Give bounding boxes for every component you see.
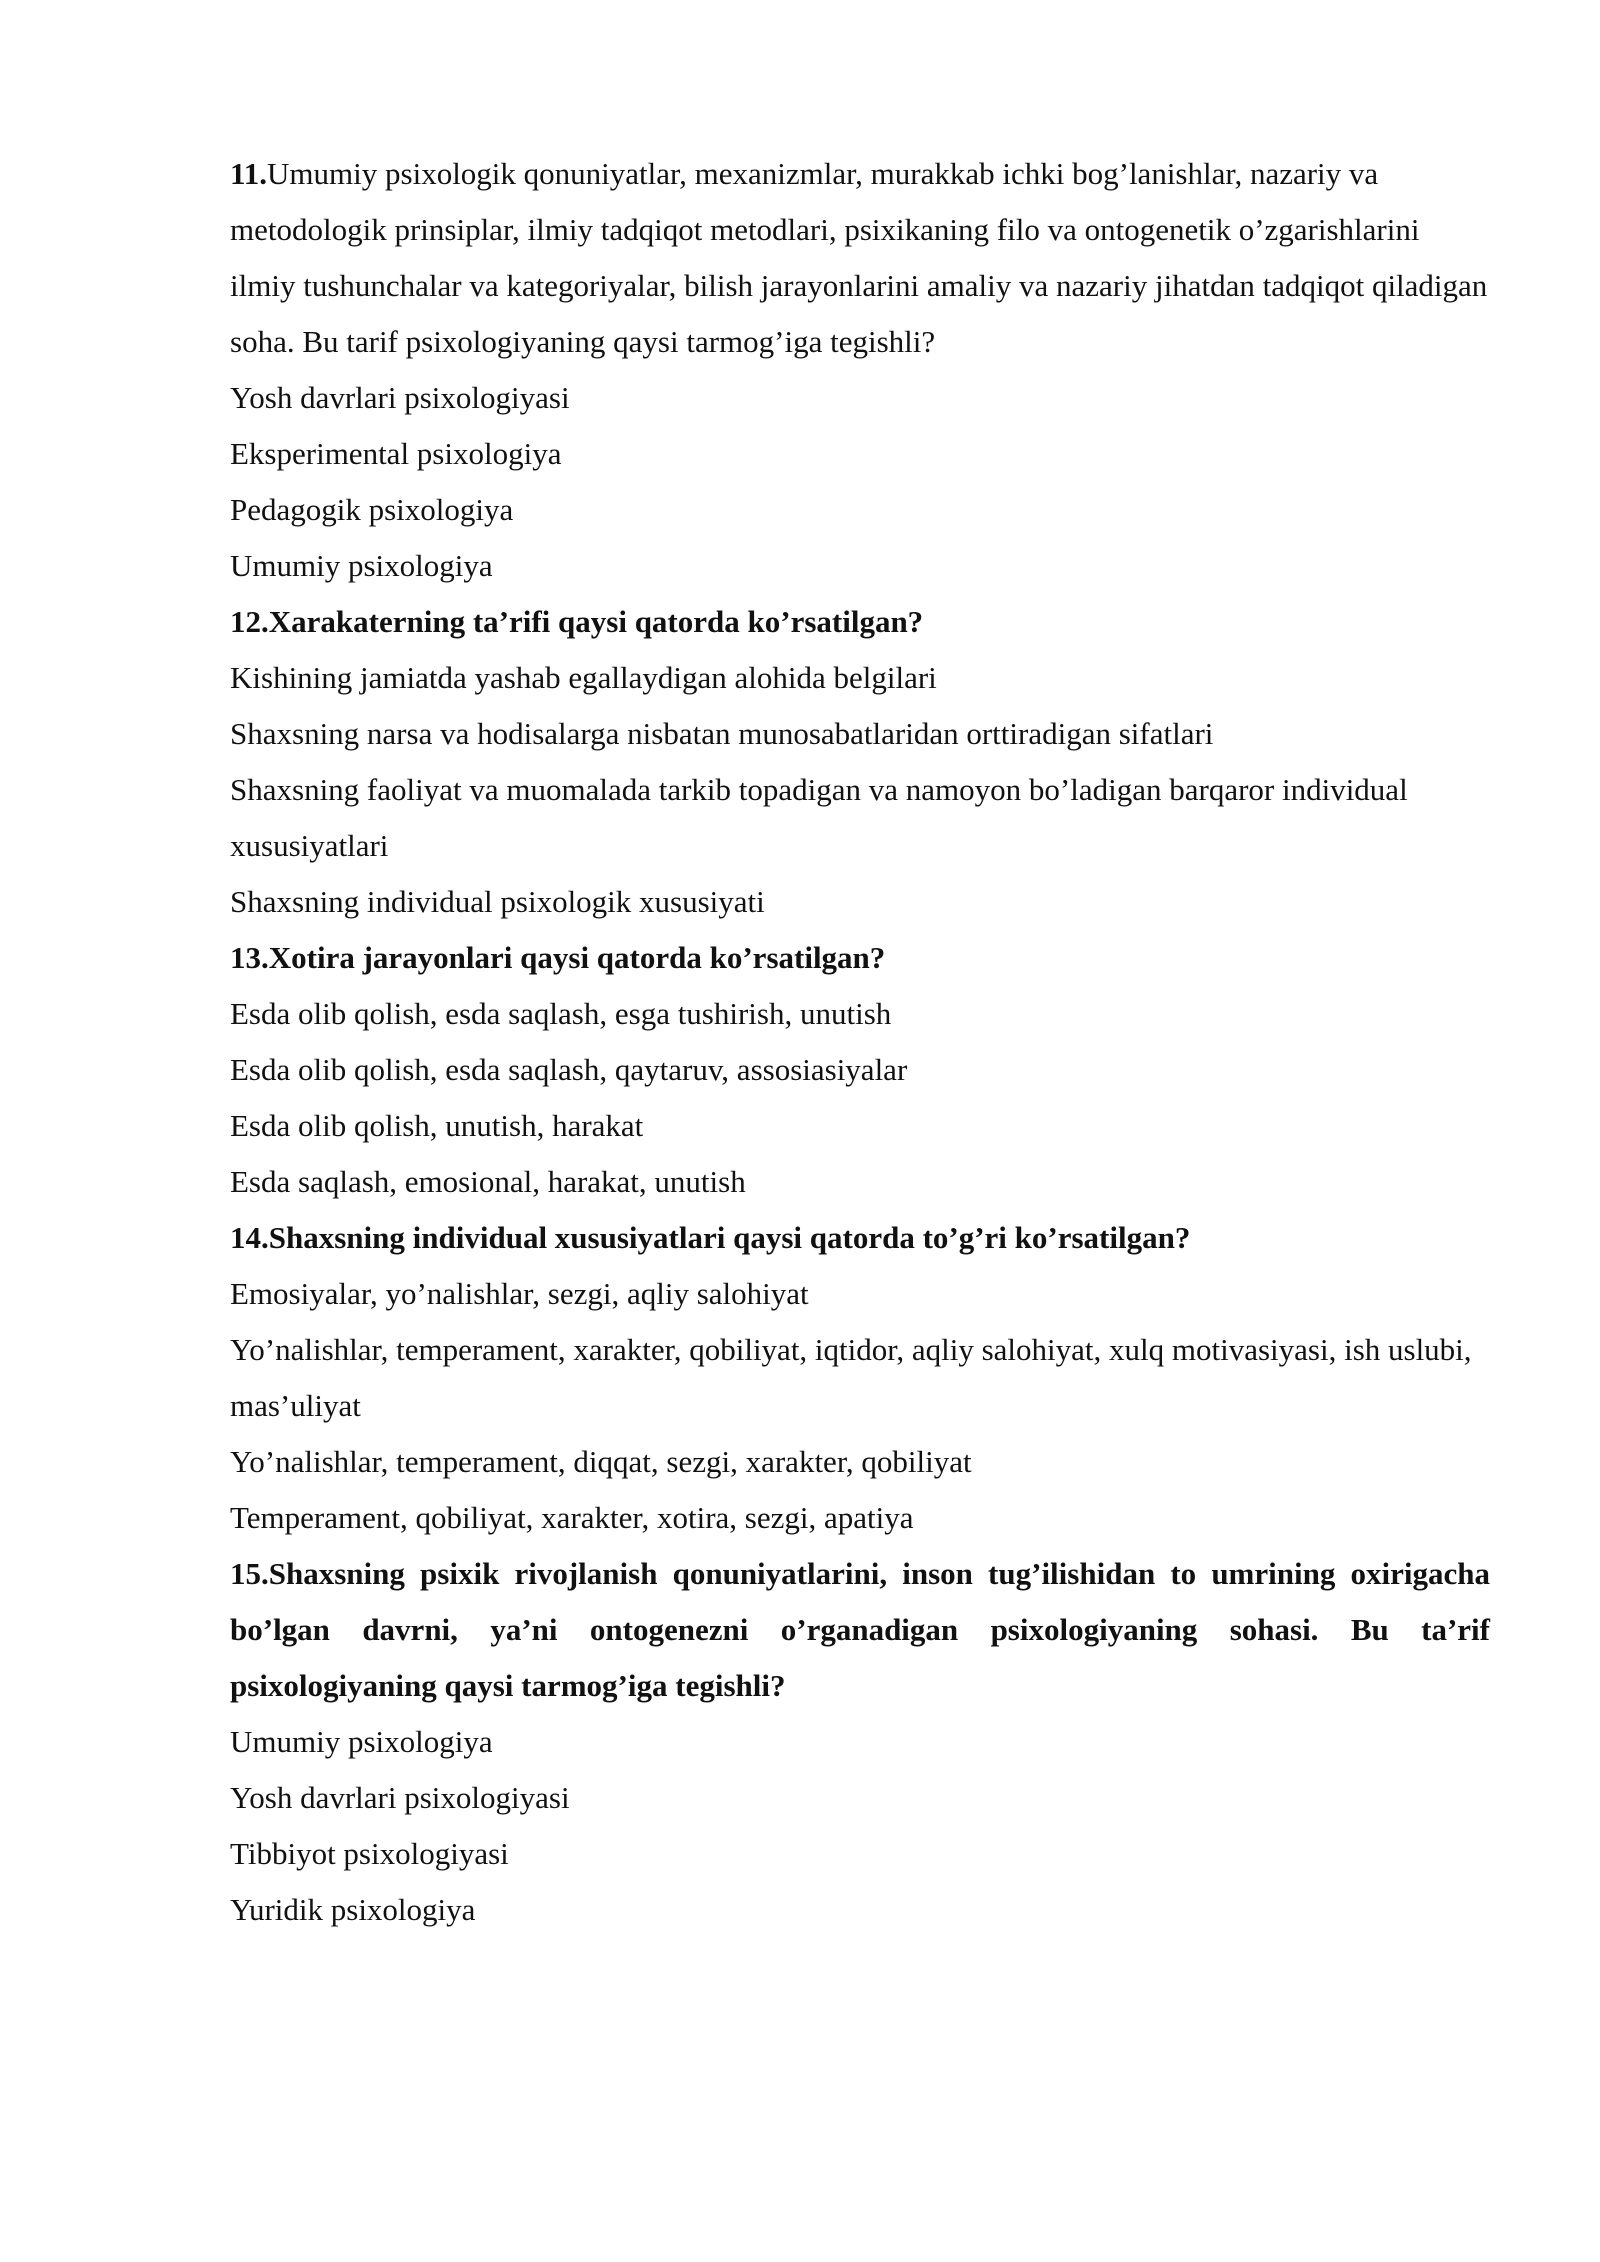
answer-option: Yosh davrlari psixologiyasi (230, 380, 570, 415)
answer-option: Shaxsning faoliyat va muomalada tarkib topadigan va namoyon bo’ladigan barqaror individual xususiyatlari (230, 772, 1408, 863)
answer-option: Eksperimental psixologiya (230, 436, 562, 471)
question-block (230, 1210, 1490, 1546)
question-14 (230, 1210, 1490, 1266)
answer-option: Esda olib qolish, esda saqlash, esga tushirish, unutish (230, 996, 892, 1031)
question-text: Xarakaterning ta’rifi qaysi qatorda ko’rsatilgan? (268, 604, 924, 639)
answer-option: Yo’nalishlar, temperament, diqqat, sezgi, xarakter, qobiliyat (230, 1444, 972, 1479)
answer-option: Shaxsning individual psixologik xususiyati (230, 884, 765, 919)
answer-option: Emosiyalar, yo’nalishlar, sezgi, aqliy salohiyat (230, 1276, 809, 1311)
answer-option: Yosh davrlari psixologiyasi (230, 1780, 570, 1815)
question-number: 12. (230, 604, 269, 639)
question-number: 15. (230, 1556, 269, 1591)
question-number: 11. (230, 156, 268, 191)
question-block (230, 1546, 1490, 1938)
answer-option: Tibbiyot psixologiyasi (230, 1836, 509, 1871)
question-13 (230, 930, 1490, 986)
question-12 (230, 594, 1490, 650)
answer-option: Shaxsning narsa va hodisalarga nisbatan munosabatlaridan orttiradigan sifatlari (230, 716, 1214, 751)
answer-option: Yo’nalishlar, temperament, xarakter, qobiliyat, iqtidor, aqliy salohiyat, xulq motivasiyasi, ish uslubi, mas’uliyat (230, 1332, 1472, 1423)
question-text: Shaxsning individual xususiyatlari qaysi qatorda to’g’ri ko’rsatilgan? (268, 1220, 1191, 1255)
answer-option: Esda saqlash, emosional, harakat, unutish (230, 1164, 746, 1199)
answer-option: Umumiy psixologiya (230, 548, 493, 583)
question-block (230, 146, 1490, 594)
document-page (230, 146, 1490, 1938)
answer-option: Esda olib qolish, esda saqlash, qaytaruv, assosiasiyalar (230, 1052, 908, 1087)
question-block (230, 930, 1490, 1210)
question-block (230, 594, 1490, 930)
answer-option: Umumiy psixologiya (230, 1724, 493, 1759)
answer-option: Kishining jamiatda yashab egallaydigan alohida belgilari (230, 660, 937, 695)
question-text: Xotira jarayonlari qaysi qatorda ko’rsatilgan? (268, 940, 886, 975)
question-text: Umumiy psixologik qonuniyatlar, mexanizmlar, murakkab ichki bog’lanishlar, nazariy va metodologik prinsiplar, ilmiy tadqiqot metodlari, psixikaning filo va ontogenetik o’zgarishlarini ilmiy tushunchalar va kategoriyalar, bilish jarayonlarini amaliy va nazariy jihatdan tadqiqot qiladigan soha. Bu tarif psixologiyaning qaysi tarmog’iga tegishli? (230, 156, 1488, 359)
answer-option: Esda olib qolish, unutish, harakat (230, 1108, 644, 1143)
answer-option: Pedagogik psixologiya (230, 492, 514, 527)
question-11 (230, 146, 1490, 370)
question-number: 14. (230, 1220, 269, 1255)
question-text: Shaxsning psixik rivojlanish qonuniyatlarini, inson tug’ilishidan to umrining oxirigacha bo’lgan davrni, ya’ni ontogenezni o’rganadigan psixologiyaning sohasi. Bu ta’rif psixologiyaning qaysi tarmog’iga tegishli? (230, 1556, 1490, 1703)
question-number: 13. (230, 940, 269, 975)
answer-option: Yuridik psixologiya (230, 1892, 476, 1927)
answer-option: Temperament, qobiliyat, xarakter, xotira, sezgi, apatiya (230, 1500, 914, 1535)
question-15 (230, 1546, 1490, 1714)
